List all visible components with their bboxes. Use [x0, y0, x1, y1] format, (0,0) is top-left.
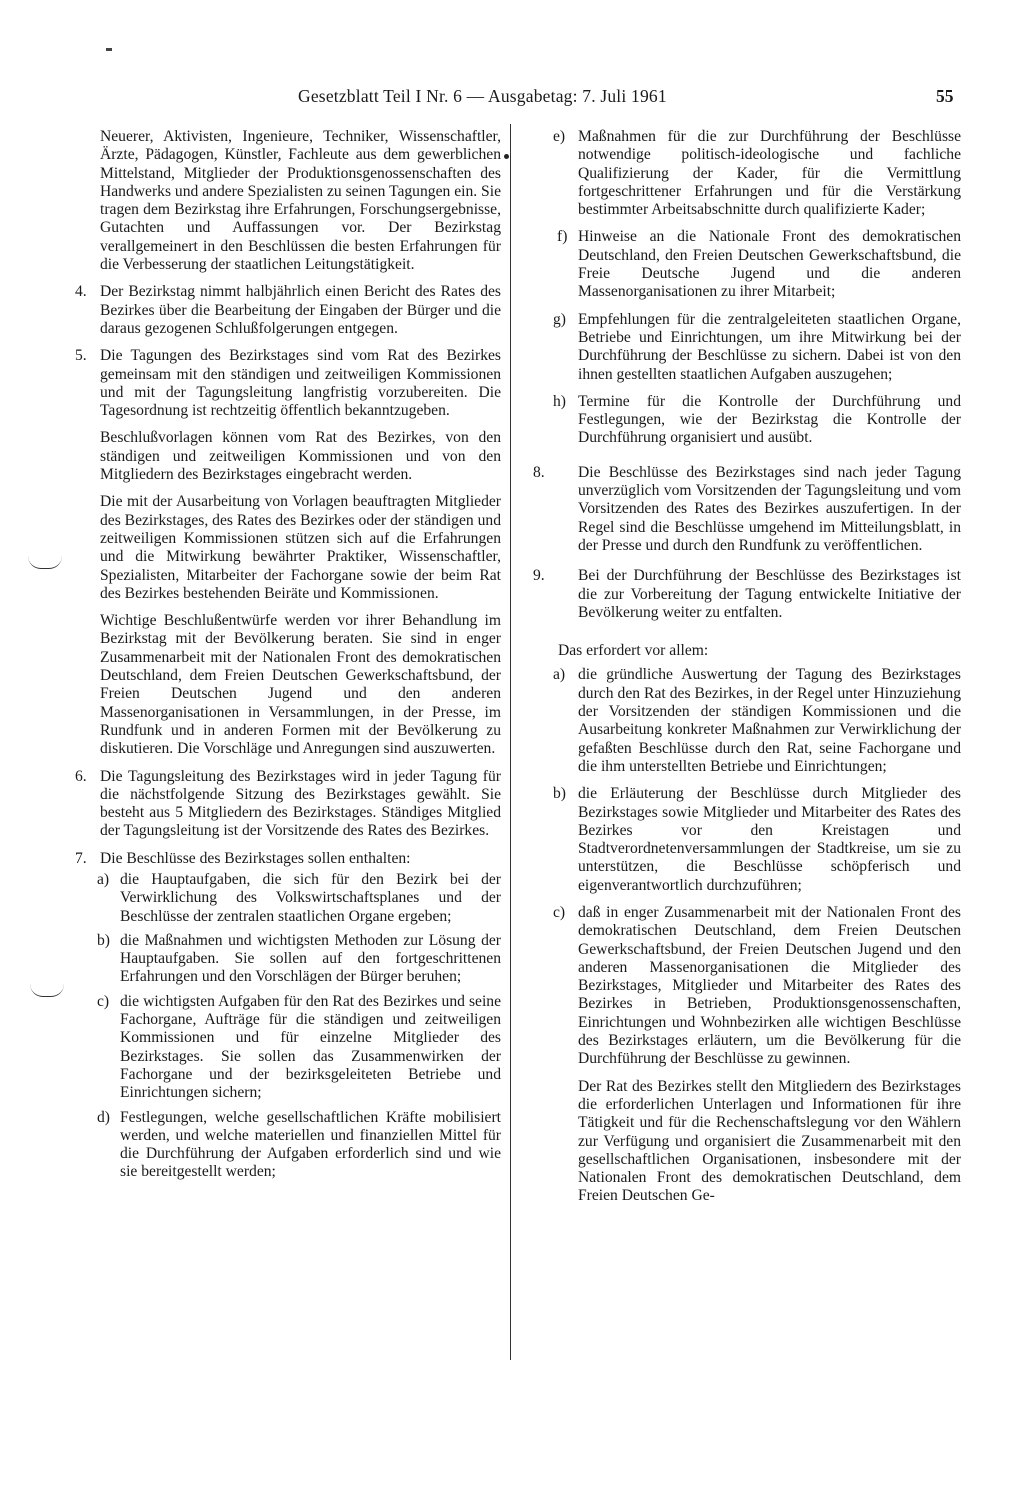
sub-text: Maßnahmen für die zur Durchführung der Beschlüsse notwendige politisch-ideologische und fachliche Qualifizierung der Kader, für die Vermittlung fortgeschrittener Erfahrungen und für die Verstärkung bestimmter Arbeitsabschnitte durch qualifizierte Kader; [578, 128, 961, 219]
item-7-sub-a [75, 871, 501, 926]
sub-text: Festlegungen, welche gesellschaftlichen Kräfte mobilisiert werden, und welche materiellen und finanziellen Mittel für die Durchführung der Aufgaben erforderlich sind und wie sie bereitgestellt werden; [120, 1108, 501, 1181]
item-8 [533, 464, 961, 555]
item-text: Die Tagungsleitung des Bezirkstages wird in jeder Tagung für die nächstfolgende Sitzung des Bezirkstages gewählt. Sie besteht aus 5 Mitgliedern des Bezirkstages. Ständiges Mitglied der Tagungsleitung ist der Vorsitzende des Rates des Bezirkes. [100, 767, 501, 840]
margin-dot [504, 154, 509, 159]
sub-text: die Hauptaufgaben, die sich für den Bezirk bei der Verwirklichung des Volkswirtschaftsplanes und der Beschlüsse der zentralen staatlichen Organe ergeben; [120, 870, 501, 925]
item-7-sub-b [75, 932, 501, 987]
page-header: Gesetzblatt Teil I Nr. 6 — Ausgabetag: 7. Juli 1961 [298, 86, 667, 106]
item-number: 4. [75, 283, 87, 301]
requires-line: Das erfordert vor allem: [558, 642, 709, 660]
item-6 [75, 768, 501, 841]
sub-text: Hinweise an die Nationale Front des demokratischen Deutschland, den Freien Deutschen Gewerkschaftsbund, die Freie Deutsche Jugend und die anderen Massenorganisationen zu ihrer Mitarbeit; [578, 228, 961, 301]
sub-letter: f) [557, 228, 568, 246]
sub-text: die wichtigsten Aufgaben für den Rat des Bezirkes und seine Fachorgane, Aufträge für die ständigen und zeitweiligen Kommissionen und für einzelne Mitglieder des Bezirkstages. Sie sollen das Zusammenwirken der Fachorgane und der bezirksgeleiteten Betriebe und Einrichtungen sichern; [120, 992, 501, 1102]
sub-letter: g) [553, 310, 566, 328]
item-5 [75, 347, 501, 420]
item-5-paragraph-3: Die mit der Ausarbeitung von Vorlagen beauftragten Mitglieder des Bezirkstages, des Rates des Bezirkes oder der ständigen und zeitweiligen Kommissionen stützen sich auf die Erfahrungen und die Mitwirkung bewährter Praktiker, Wissenschaftler, Spezialisten, Mitarbeiter der Fachorgane sowie der beim Rat des Bezirkes bestehenden Beiräte und Kommissionen. [100, 493, 501, 602]
paragraph-text: Neuerer, Aktivisten, Ingenieure, Techniker, Wissenschaftler, Ärzte, Pädagogen, Künstler, Fachleute aus dem gewerblichen Mittelstand, Mitglieder der Produktionsgenossenschaften des Handwerks und andere Spezialisten zu seinen Tagungen ein. Sie tragen dem Bezirkstag ihre Erfahrungen, Forschungsergebnisse, Gutachten und Auffassungen vor. Der Bezirkstag verallgemeinert in den Beschlüssen die besten Erfahrungen für die Verbesserung der staatlichen Leitungstätigkeit. [100, 128, 501, 274]
item-text: Die Beschlüsse des Bezirkstages sind nach jeder Tagung unverzüglich vom Vorsitzenden der Tagungsleitung und vom Vorsitzenden des Rates des Bezirkes auszufertigen. In der Regel sind die Beschlüsse umgehend im Mitteilungsblatt, in der Presse und durch den Rundfunk zu veröffentlichen. [578, 463, 961, 554]
page-number: 55 [936, 86, 954, 106]
item-number: 6. [75, 767, 87, 785]
sub-text: die Erläuterung der Beschlüsse durch Mitglieder des Bezirkstages sowie Mitglieder und Mitarbeiter des Rates des Bezirkes vor den Kreistagen und Stadtverordnetenversammlungen der Stadtkreise, um sie zu unterstützen, die Beschlüsse schöpferisch und eigenverantwortlich durchzuführen; [578, 785, 961, 894]
item-number: 9. [533, 567, 545, 585]
item-number: 7. [75, 849, 87, 867]
item-text: Die Tagungen des Bezirkstages sind vom Rat des Bezirkes gemeinsam mit den ständigen und zeitweiligen Kommissionen und mit der Tagungsleitung langfristig vorzubereiten. Die Tagesordnung ist rechtzeitig öffentlich bekanntzugeben. [100, 347, 501, 420]
item-5-paragraph-2: Beschlußvorlagen können vom Rat des Bezirkes, von den ständigen und zeitweiligen Kommissionen und von den Mitgliedern des Bezirkstages eingebracht werden. [100, 429, 501, 484]
item-9-sub-b [553, 785, 961, 895]
item-text: Der Bezirkstag nimmt halbjährlich einen Bericht des Rates des Bezirkes über die Bearbeitung der Eingaben der Bürger und die daraus gezogenen Schlußfolgerungen entgegen. [100, 283, 501, 337]
item-7 [75, 850, 501, 868]
column-divider [510, 124, 511, 1360]
sub-letter: d) [97, 1108, 110, 1126]
item-7-sub-d [75, 1109, 501, 1182]
sub-text: die Maßnahmen und wichtigsten Methoden zur Lösung der Hauptaufgaben. Sie sollen auf den fortgeschrittenen Erfahrungen und den Vorschlägen der Bürger beruhen; [120, 931, 501, 986]
item-9-sub-c [553, 904, 961, 1069]
right-column [533, 128, 961, 1215]
item-5-paragraph-4: Wichtige Beschlußentwürfe werden vor ihrer Behandlung im Bezirkstag mit der Bevölkerung beraten. Sie sind in enger Zusammenarbeit mit der Nationalen Front des demokratischen Deutschland, dem Freien Deutschen Gewerkschaftsbund, der Freien Deutschen Jugend und den anderen Massenorganisationen in Versammlungen, in der Presse, im Rundfunk und in anderen Formen mit der Bevölkerung zu diskutieren. Die Vorschläge und Anregungen sind auszuwerten. [100, 612, 501, 758]
sub-text: daß in enger Zusammenarbeit mit der Nationalen Front des demokratischen Deutschland, dem Freien Deutschen Gewerkschaftsbund, der Freien Deutschen Jugend und den anderen Massenorganisationen die Mitglieder des Bezirkstages, Mitglieder und Mitarbeiter des Rates des Bezirkes in Betrieben, Produktionsgenossenschaften, Einrichtungen und Wohnbezirken alle wichtigen Beschlüsse des Bezirkstages erläutern, um die Bevölkerung für die Durchführung der Beschlüsse zu gewinnen. [578, 903, 961, 1068]
item-7-sub-c [75, 993, 501, 1103]
item-4 [75, 283, 501, 338]
item-7-sub-f [553, 228, 961, 301]
sub-letter: c) [553, 903, 566, 921]
sub-letter: e) [553, 128, 566, 145]
scan-speck [106, 48, 112, 51]
item-number: 5. [75, 347, 87, 365]
item-text: Die Beschlüsse des Bezirkstages sollen enthalten: [100, 849, 411, 867]
item-7-sub-g [553, 311, 961, 384]
sub-text: die gründliche Auswertung der Tagung des Bezirkstages durch den Rat des Bezirkes, in der Regel unter Hinzuziehung der Vorsitzenden der ständigen Kommissionen und die Ausarbeitung konkreter Maßnahmen zur Verwirklichung der gefaßten Beschlüsse durch den Rat, seine Fachorgane und die ihm unterstellten Betriebe und Einrichtungen; [578, 666, 961, 775]
left-column [75, 128, 501, 1191]
sub-text: Empfehlungen für die zentralgeleiteten staatlichen Organe, Betriebe und Einrichtungen, um ihre Mitwirkung bei der Durchführung der Beschlüsse zu sichern. Dabei ist von den ihnen gestellten staatlichen Aufgaben auszugehen; [578, 310, 961, 383]
item-9 [533, 567, 961, 622]
item-number: 8. [533, 463, 545, 481]
margin-check-mark [30, 984, 64, 997]
sub-letter: h) [553, 392, 566, 410]
sub-letter: b) [97, 931, 110, 949]
closing-paragraph: Der Rat des Bezirkes stellt den Mitgliedern des Bezirkstages die erforderlichen Unterlagen und Informationen für ihre Tätigkeit und für die Rechenschaftslegung vor den Wählern zur Verfügung und organisiert die Zusammenarbeit mit den gesellschaftlichen Organisationen, insbesondere mit der Nationalen Front des demokratischen Deutschland, dem Freien Deutschen Ge- [578, 1077, 961, 1205]
sub-letter: b) [553, 785, 566, 803]
sub-letter: a) [97, 870, 110, 888]
item-text: Bei der Durchführung der Beschlüsse des Bezirkstages ist die zur Vorbereitung der Tagung entwickelte Initiative der Bevölkerung weiter zu entfalten. [578, 567, 961, 621]
item-7-sub-h [553, 393, 961, 448]
item-7-sub-e [553, 128, 961, 219]
sub-text: Termine für die Kontrolle der Durchführung und Festlegungen, wie der Bezirkstag die Kontrolle der Durchführung organisiert und ausübt. [578, 392, 961, 447]
paragraph-intro [75, 128, 501, 274]
sub-letter: a) [553, 666, 566, 684]
item-9-sub-a [553, 666, 961, 776]
margin-check-mark [28, 556, 62, 569]
sub-letter: c) [97, 992, 110, 1010]
